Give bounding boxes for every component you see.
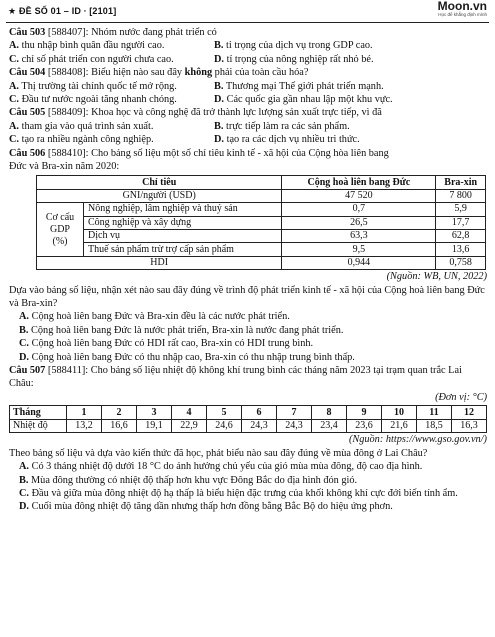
table-cell: HDI — [37, 256, 282, 269]
month-header-cell: 4 — [172, 406, 207, 420]
option-letter: D. — [19, 501, 30, 513]
option-text: chỉ số phát triển con người chưa cao. — [19, 53, 174, 65]
month-header-cell: 12 — [452, 406, 487, 420]
question-text: phải của toàn cầu hóa? — [212, 67, 309, 79]
question-label: Câu 504 — [9, 67, 46, 79]
month-header-cell: 3 — [137, 406, 172, 420]
temperature-cell: 24,6 — [207, 419, 242, 433]
table-cell: 13,6 — [436, 243, 486, 256]
month-header-cell: 10 — [382, 406, 417, 420]
q504-option-a[interactable] — [9, 80, 214, 93]
table-cell: 17,7 — [436, 216, 486, 229]
q507-option-a[interactable] — [9, 460, 487, 473]
option-text: tỉ trọng của nông nghiệp rất nhỏ bé. — [224, 53, 374, 65]
q505-option-b[interactable] — [214, 120, 487, 133]
option-letter: B. — [214, 120, 224, 132]
month-header-cell: 2 — [102, 406, 137, 420]
table-source: (Nguồn: https://www.gso.gov.vn/) — [348, 434, 487, 446]
table-cell: Nông nghiệp, lâm nghiệp và thuỷ sản — [84, 203, 282, 216]
table-cell: Nhiệt độ — [10, 419, 67, 433]
table-row — [37, 189, 486, 202]
q506-stem — [9, 147, 487, 160]
brand-tagline: Học để khẳng định mình — [438, 12, 487, 17]
q505-option-a[interactable] — [9, 120, 214, 133]
question-text: [588408]: Biểu hiện nào sau đây — [45, 67, 185, 79]
brand-name: Moon.vn — [437, 0, 487, 13]
option-text: Mùa đông thường có nhiệt độ thấp hơn khu vực Đông Bắc do địa hình đón gió. — [28, 474, 358, 486]
table-cell: 0,758 — [436, 256, 486, 269]
month-header-cell: 5 — [207, 406, 242, 420]
q503-option-b[interactable] — [214, 39, 487, 52]
option-text: Đầu tư nước ngoài tăng nhanh chóng. — [19, 94, 177, 106]
question-text: [588410]: Cho bảng số liệu một số chỉ tiêu kinh tế - xã hội của Cộng hòa liên bang — [45, 147, 389, 159]
option-letter: A. — [19, 461, 30, 473]
q503-option-d[interactable] — [214, 53, 487, 66]
q507-stem — [9, 364, 487, 391]
doc-label: ★ ĐỀ SỐ 01 – ID ∙ [2101] — [8, 6, 117, 16]
table-unit: (Đơn vị: °C) — [435, 391, 487, 403]
option-row — [9, 39, 487, 52]
question-label: Câu 506 — [9, 147, 46, 159]
q506-prompt: Dựa vào bảng số liệu, nhận xét nào sau đây đúng về trình độ phát triển kinh tế - xã hội của Cộng hoà liên bang Đức và Bra-xin? — [9, 284, 485, 310]
table-cell: 63,3 — [282, 230, 436, 243]
page-header — [6, 0, 489, 23]
question-label: Câu 503 — [9, 27, 46, 38]
q506-option-d[interactable] — [9, 351, 487, 364]
q505-option-c[interactable] — [9, 133, 214, 146]
temperature-cell: 16,6 — [102, 419, 137, 433]
option-text: tạo ra các dịch vụ nhiều tri thức. — [224, 134, 360, 146]
temperature-cell: 16,3 — [452, 419, 487, 433]
q504-option-d[interactable] — [214, 93, 487, 106]
question-emphasis: không — [184, 67, 213, 79]
table-header: Chỉ tiêu — [37, 176, 282, 189]
q505-option-d[interactable] — [214, 133, 487, 146]
table-cell: 62,8 — [436, 230, 486, 243]
group-label: GDP — [49, 223, 70, 235]
option-row — [9, 133, 487, 146]
table-header-row — [10, 406, 487, 420]
table-row — [37, 256, 486, 269]
economic-indicators-table — [36, 175, 486, 270]
option-row — [9, 93, 487, 106]
table-row — [37, 216, 486, 229]
temperature-cell: 24,3 — [242, 419, 277, 433]
group-label: (%) — [52, 235, 68, 247]
option-text: tham gia vào quá trình sản xuất. — [19, 120, 154, 132]
table-row — [10, 419, 487, 433]
table-cell: 5,9 — [436, 203, 486, 216]
q503-option-a[interactable] — [9, 39, 214, 52]
option-letter: B. — [19, 474, 29, 486]
temperature-cell: 18,5 — [417, 419, 452, 433]
brand-logo — [438, 0, 487, 18]
q506-option-b[interactable] — [9, 324, 487, 337]
q507-option-d[interactable] — [9, 500, 487, 513]
q504-option-b[interactable] — [214, 80, 487, 93]
group-label: Cơ cấu — [45, 211, 75, 223]
question-label: Câu 507 — [9, 365, 46, 377]
temperature-cell: 23,6 — [347, 419, 382, 433]
month-header-cell: 1 — [67, 406, 102, 420]
option-letter: D. — [214, 134, 225, 146]
option-letter: B. — [214, 40, 224, 52]
option-row — [9, 80, 487, 93]
option-text: Đầu và giữa mùa đông nhiệt độ hạ thấp là biểu hiện đặc trưng của khối không khí cực đới biến tính ẩm. — [29, 488, 458, 500]
option-text: tạo ra nhiều ngành công nghiệp. — [19, 134, 154, 146]
option-letter: D. — [214, 94, 225, 106]
option-text: thu nhập bình quân đầu người cao. — [19, 40, 165, 52]
month-header-cell: 6 — [242, 406, 277, 420]
table-cell: 0,944 — [282, 256, 436, 269]
month-header-cell: 7 — [277, 406, 312, 420]
table-cell: Thuế sản phẩm trừ trợ cấp sản phẩm — [84, 243, 282, 256]
content — [9, 26, 487, 514]
q506-option-a[interactable] — [9, 310, 487, 323]
option-letter: A. — [9, 40, 20, 52]
temperature-table — [9, 405, 487, 433]
option-text: Các quốc gia gần nhau lập một khu vực. — [224, 94, 393, 106]
month-header-cell: 8 — [312, 406, 347, 420]
table-group-cell — [37, 203, 84, 257]
question-label: Câu 505 — [9, 107, 46, 119]
table-cell: 7 800 — [436, 189, 486, 202]
option-letter: C. — [9, 134, 20, 146]
option-text: Cộng hoà liên bang Đức có thu nhập cao, Bra-xin có thu nhập trung bình thấp. — [29, 351, 355, 363]
table-row — [37, 243, 486, 256]
temperature-cell: 21,6 — [382, 419, 417, 433]
table-cell: Dịch vụ — [84, 230, 282, 243]
option-letter: B. — [19, 324, 29, 336]
table-cell: 47 520 — [282, 189, 436, 202]
q504-stem — [9, 66, 487, 79]
table-row — [37, 203, 486, 216]
option-text: Cộng hoà liên bang Đức và Bra-xin đều là các nước phát triển. — [29, 311, 290, 323]
option-row — [9, 120, 487, 133]
question-text: [588411]: Cho bảng số liệu nhiệt độ không khí trung bình các tháng năm 2023 tại trạm quan trắc Lai Châu: — [9, 365, 462, 390]
option-letter: D. — [19, 351, 30, 363]
option-text: Cộng hoà liên bang Đức có HDI rất cao, Bra-xin có HDI trung bình. — [29, 338, 314, 350]
table-header-row — [37, 176, 486, 189]
q506-stem-cont: Đức và Bra-xin năm 2020: — [9, 161, 120, 173]
option-letter: B. — [214, 80, 224, 92]
table-header: Bra-xin — [436, 176, 486, 189]
table-source: (Nguồn: WB, UN, 2022) — [386, 271, 487, 283]
temperature-cell: 23,4 — [312, 419, 347, 433]
option-letter: D. — [214, 53, 225, 65]
q507-option-b[interactable] — [9, 474, 487, 487]
month-header-cell: 11 — [417, 406, 452, 420]
table-header: Cộng hoà liên bang Đức — [282, 176, 436, 189]
q503-option-c[interactable] — [9, 53, 214, 66]
table-cell: Công nghiệp và xây dựng — [84, 216, 282, 229]
temperature-cell: 19,1 — [137, 419, 172, 433]
temperature-cell: 13,2 — [67, 419, 102, 433]
q507-option-c[interactable] — [9, 487, 487, 500]
option-letter: A. — [9, 80, 20, 92]
month-header-cell: 9 — [347, 406, 382, 420]
table-cell: 0,7 — [282, 203, 436, 216]
q503-stem — [9, 26, 487, 39]
question-text: [588409]: Khoa học và công nghệ đã trở thành lực lượng sản xuất trực tiếp, vì đã — [45, 107, 382, 119]
option-text: Thị trường tài chính quốc tế mở rộng. — [19, 80, 177, 92]
table-row — [37, 230, 486, 243]
table-header: Tháng — [10, 406, 67, 420]
option-text: trực tiếp làm ra các sản phẩm. — [223, 120, 350, 132]
q506-option-c[interactable] — [9, 337, 487, 350]
question-text: [588407]: Nhóm nước đang phát triển có — [45, 27, 217, 38]
option-letter: A. — [9, 120, 20, 132]
temperature-cell: 22,9 — [172, 419, 207, 433]
option-letter: C. — [19, 338, 30, 350]
option-text: Cộng hoà liên bang Đức là nước phát triển, Bra-xin là nước đang phát triển. — [28, 324, 344, 336]
option-letter: C. — [9, 94, 20, 106]
option-text: Thương mại Thế giới phát triển mạnh. — [223, 80, 384, 92]
q504-option-c[interactable] — [9, 93, 214, 106]
table-cell: 26,5 — [282, 216, 436, 229]
option-text: Cuối mùa đông nhiệt độ tăng dần nhưng thấp hơn đồng bằng Bắc Bộ do hiệu ứng phơn. — [29, 501, 393, 513]
option-letter: C. — [9, 53, 20, 65]
q507-prompt: Theo bảng số liệu và dựa vào kiến thức đã học, phát biểu nào sau đây đúng về mùa đông ở Lai Châu? — [9, 447, 428, 459]
option-text: tỉ trọng của dịch vụ trong GDP cao. — [223, 40, 373, 52]
option-letter: A. — [19, 311, 30, 323]
q505-stem — [9, 106, 487, 119]
table-cell: 9,5 — [282, 243, 436, 256]
option-text: Có 3 tháng nhiệt độ dưới 18 °C do ảnh hưởng chủ yếu của gió mùa mùa đông, độ cao địa hình. — [29, 461, 423, 473]
table-cell: GNI/người (USD) — [37, 189, 282, 202]
option-row — [9, 53, 487, 66]
temperature-cell: 24,3 — [277, 419, 312, 433]
option-letter: C. — [19, 488, 30, 500]
